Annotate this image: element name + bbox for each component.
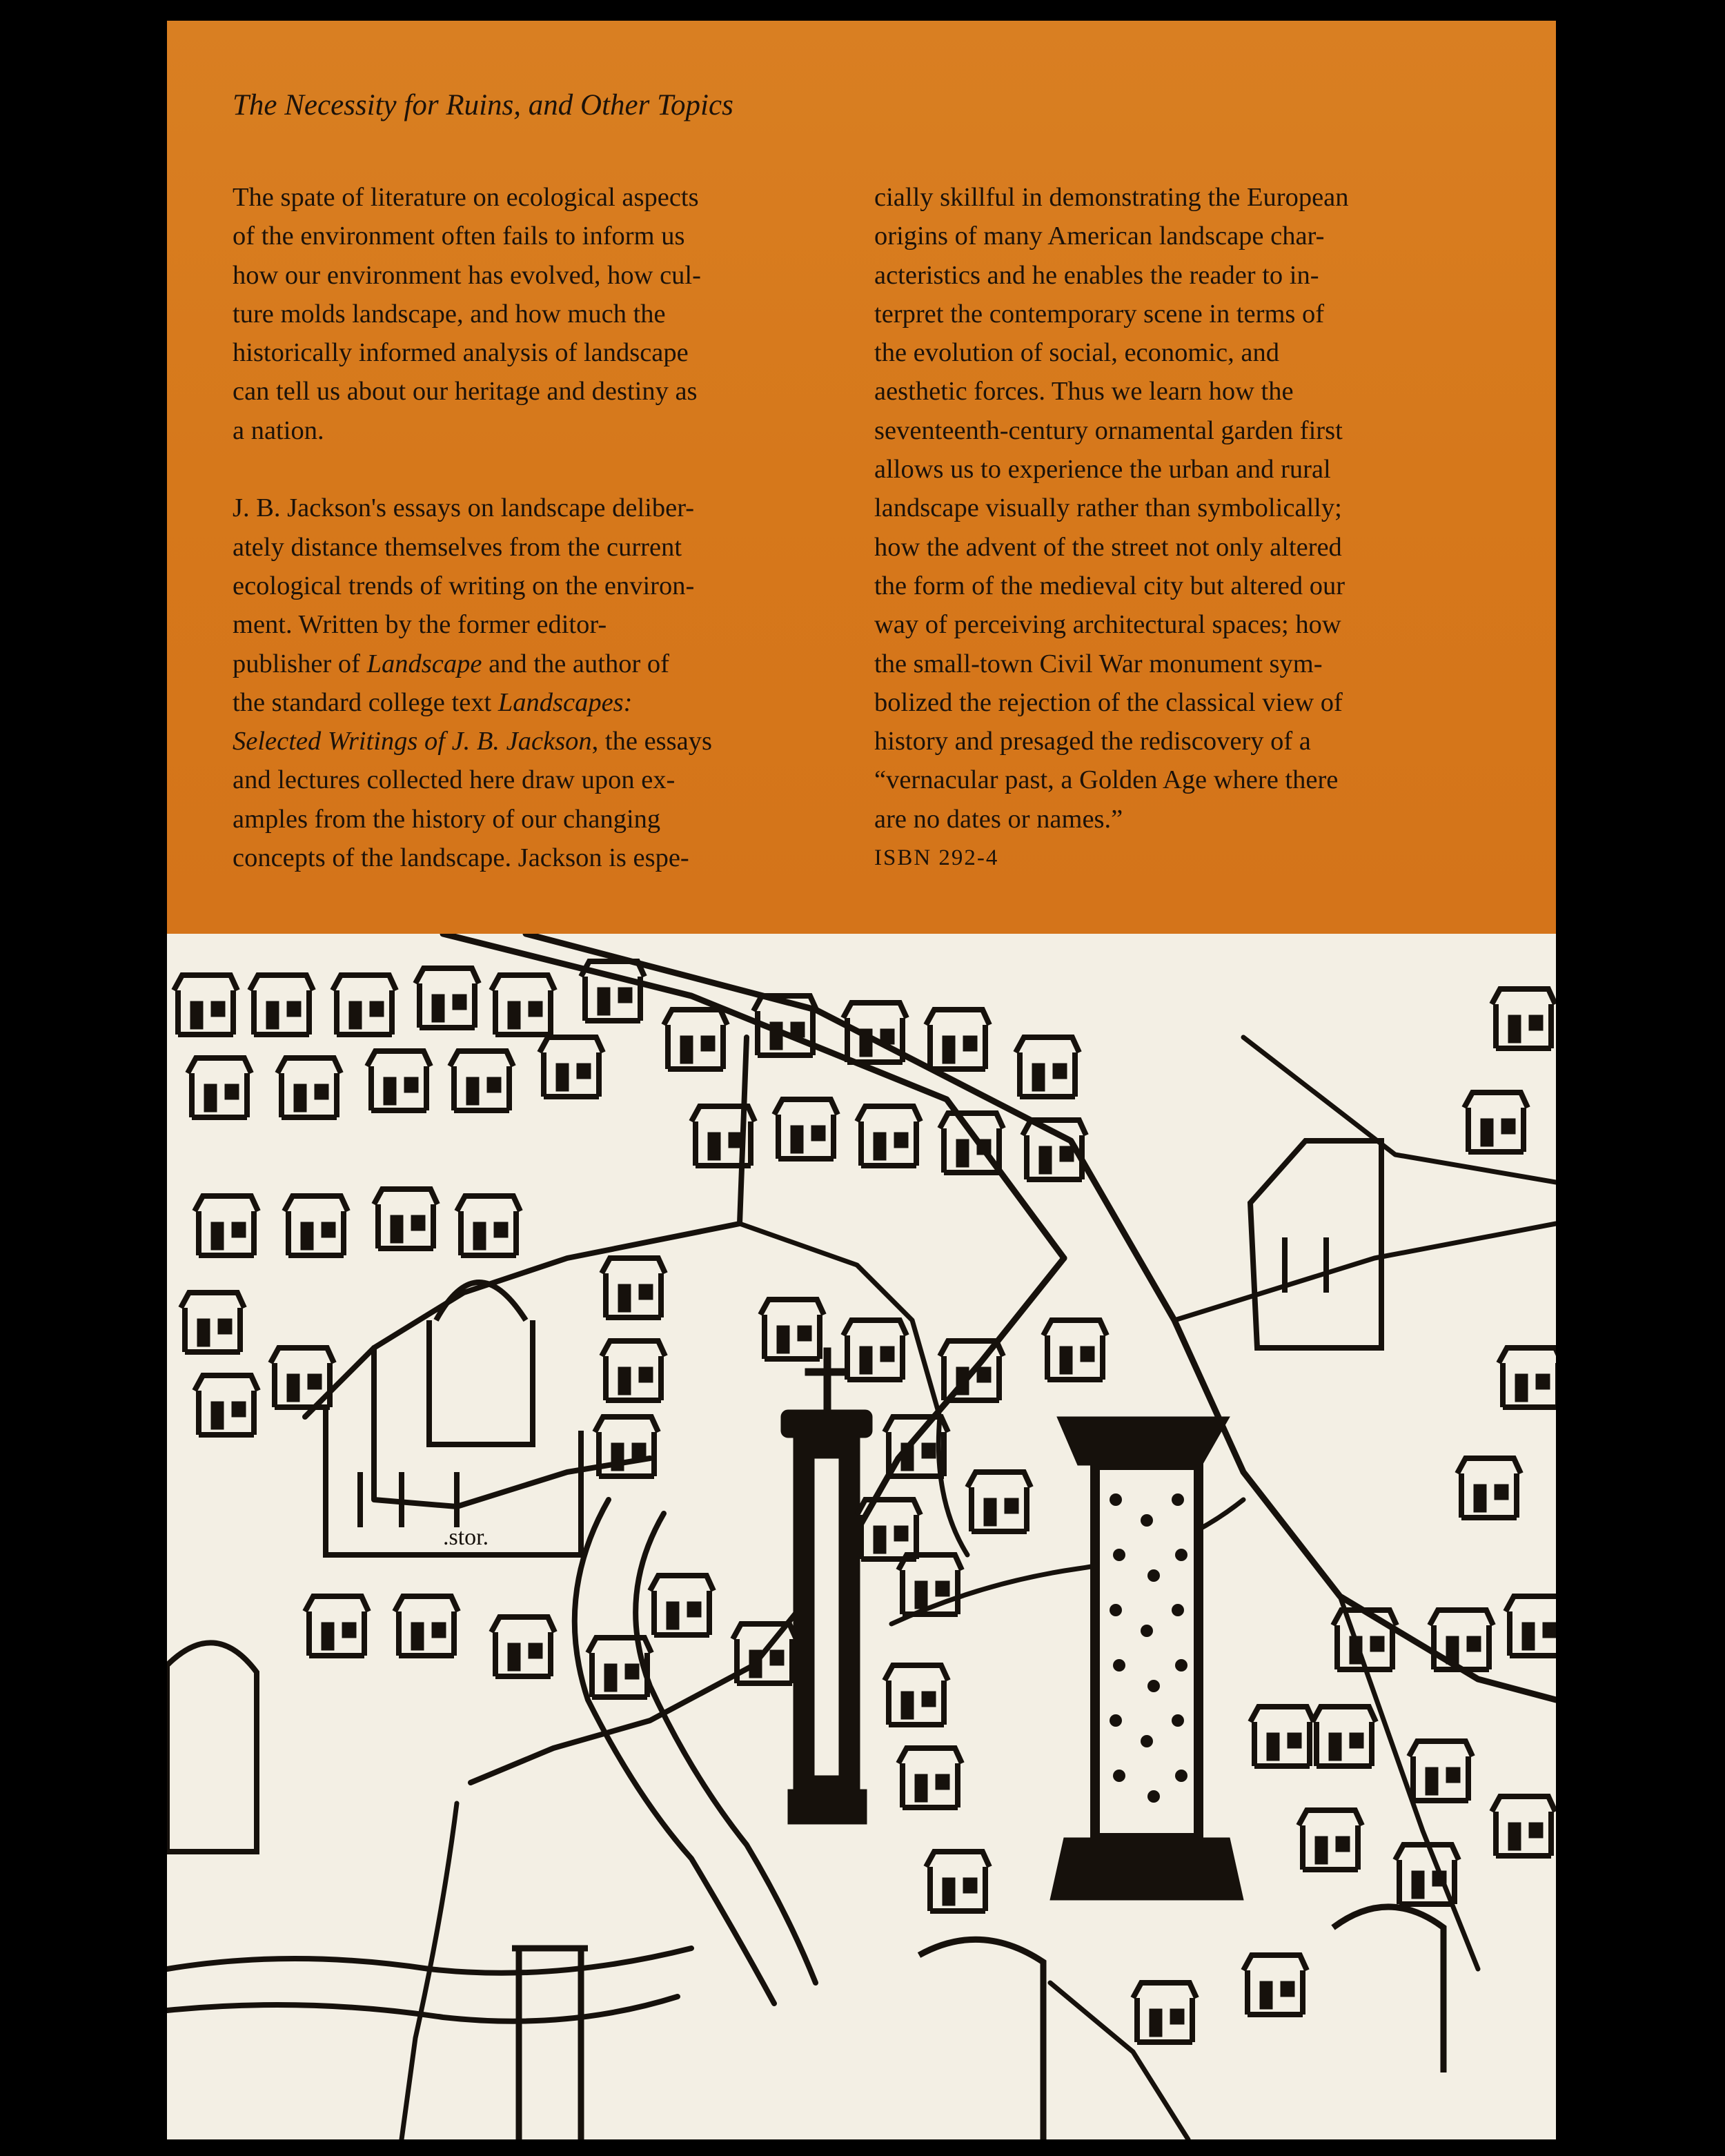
blurb-line: concepts of the landscape. Jackson is espe- xyxy=(233,843,689,873)
blurb-line: origins of many American landscape char- xyxy=(874,222,1325,251)
blurb-line: of the environment often fails to inform us xyxy=(233,222,685,251)
blurb-column-left xyxy=(233,178,833,877)
blurb-line: the small-town Civil War monument sym- xyxy=(874,649,1323,678)
blurb-line: are no dates or names.” xyxy=(874,804,1123,834)
blurb-line: amples from the history of our changing xyxy=(233,804,661,834)
blurb-line: how our environment has evolved, how cul- xyxy=(233,260,701,290)
medieval-city-map-illustration xyxy=(167,934,1556,2139)
blurb-line: “vernacular past, a Golden Age where there xyxy=(874,765,1339,795)
blurb-line: way of perceiving architectural spaces; how xyxy=(874,610,1341,640)
blurb-line: how the advent of the street not only altered xyxy=(874,532,1342,562)
isbn: ISBN 292-4 xyxy=(874,845,999,871)
blurb-line: can tell us about our heritage and destiny as xyxy=(233,377,698,406)
book-subtitle: The Necessity for Ruins, and Other Topics xyxy=(233,89,733,121)
blurb-line: allows us to experience the urban and rural xyxy=(874,455,1331,484)
blurb-line: aesthetic forces. Thus we learn how the xyxy=(874,377,1294,406)
book-back-cover xyxy=(167,21,1556,2139)
blurb-line: cially skillful in demonstrating the European xyxy=(874,183,1349,212)
blurb-line: acteristics and he enables the reader to in- xyxy=(874,260,1319,290)
blurb-line: Selected Writings of J. B. Jackson, the essays xyxy=(233,727,712,756)
blurb-line: ecological trends of writing on the environ- xyxy=(233,571,695,600)
blurb-line: a nation. xyxy=(233,415,324,445)
blurb-line: the evolution of social, economic, and xyxy=(874,338,1279,368)
blurb-line: publisher of Landscape and the author of xyxy=(233,649,669,678)
blurb-line: bolized the rejection of the classical view of xyxy=(874,687,1343,717)
blurb-line: historically informed analysis of landscape xyxy=(233,338,689,368)
blurb-line: J. B. Jackson's essays on landscape deliber- xyxy=(233,493,695,523)
blurb-line: ment. Written by the former editor- xyxy=(233,610,607,640)
blurb-line: seventeenth-century ornamental garden first xyxy=(874,415,1343,445)
blurb-line: and lectures collected here draw upon ex- xyxy=(233,765,676,795)
blurb-line: terpret the contemporary scene in terms of xyxy=(874,299,1325,329)
blurb-line: The spate of literature on ecological aspects xyxy=(233,183,699,212)
blurb-line: the standard college text Landscapes: xyxy=(233,687,633,717)
blurb-line: ture molds landscape, and how much the xyxy=(233,299,666,329)
blurb-column-right xyxy=(874,178,1537,877)
map-label: .stor. xyxy=(443,1525,489,1550)
blurb-line: history and presaged the rediscovery of a xyxy=(874,727,1311,756)
blurb-line: ately distance themselves from the current xyxy=(233,532,682,562)
blurb-line: landscape visually rather than symbolically; xyxy=(874,493,1342,523)
blurb-panel xyxy=(167,21,1556,934)
paragraph-break xyxy=(233,450,833,489)
blurb-line: the form of the medieval city but altered our xyxy=(874,571,1346,600)
